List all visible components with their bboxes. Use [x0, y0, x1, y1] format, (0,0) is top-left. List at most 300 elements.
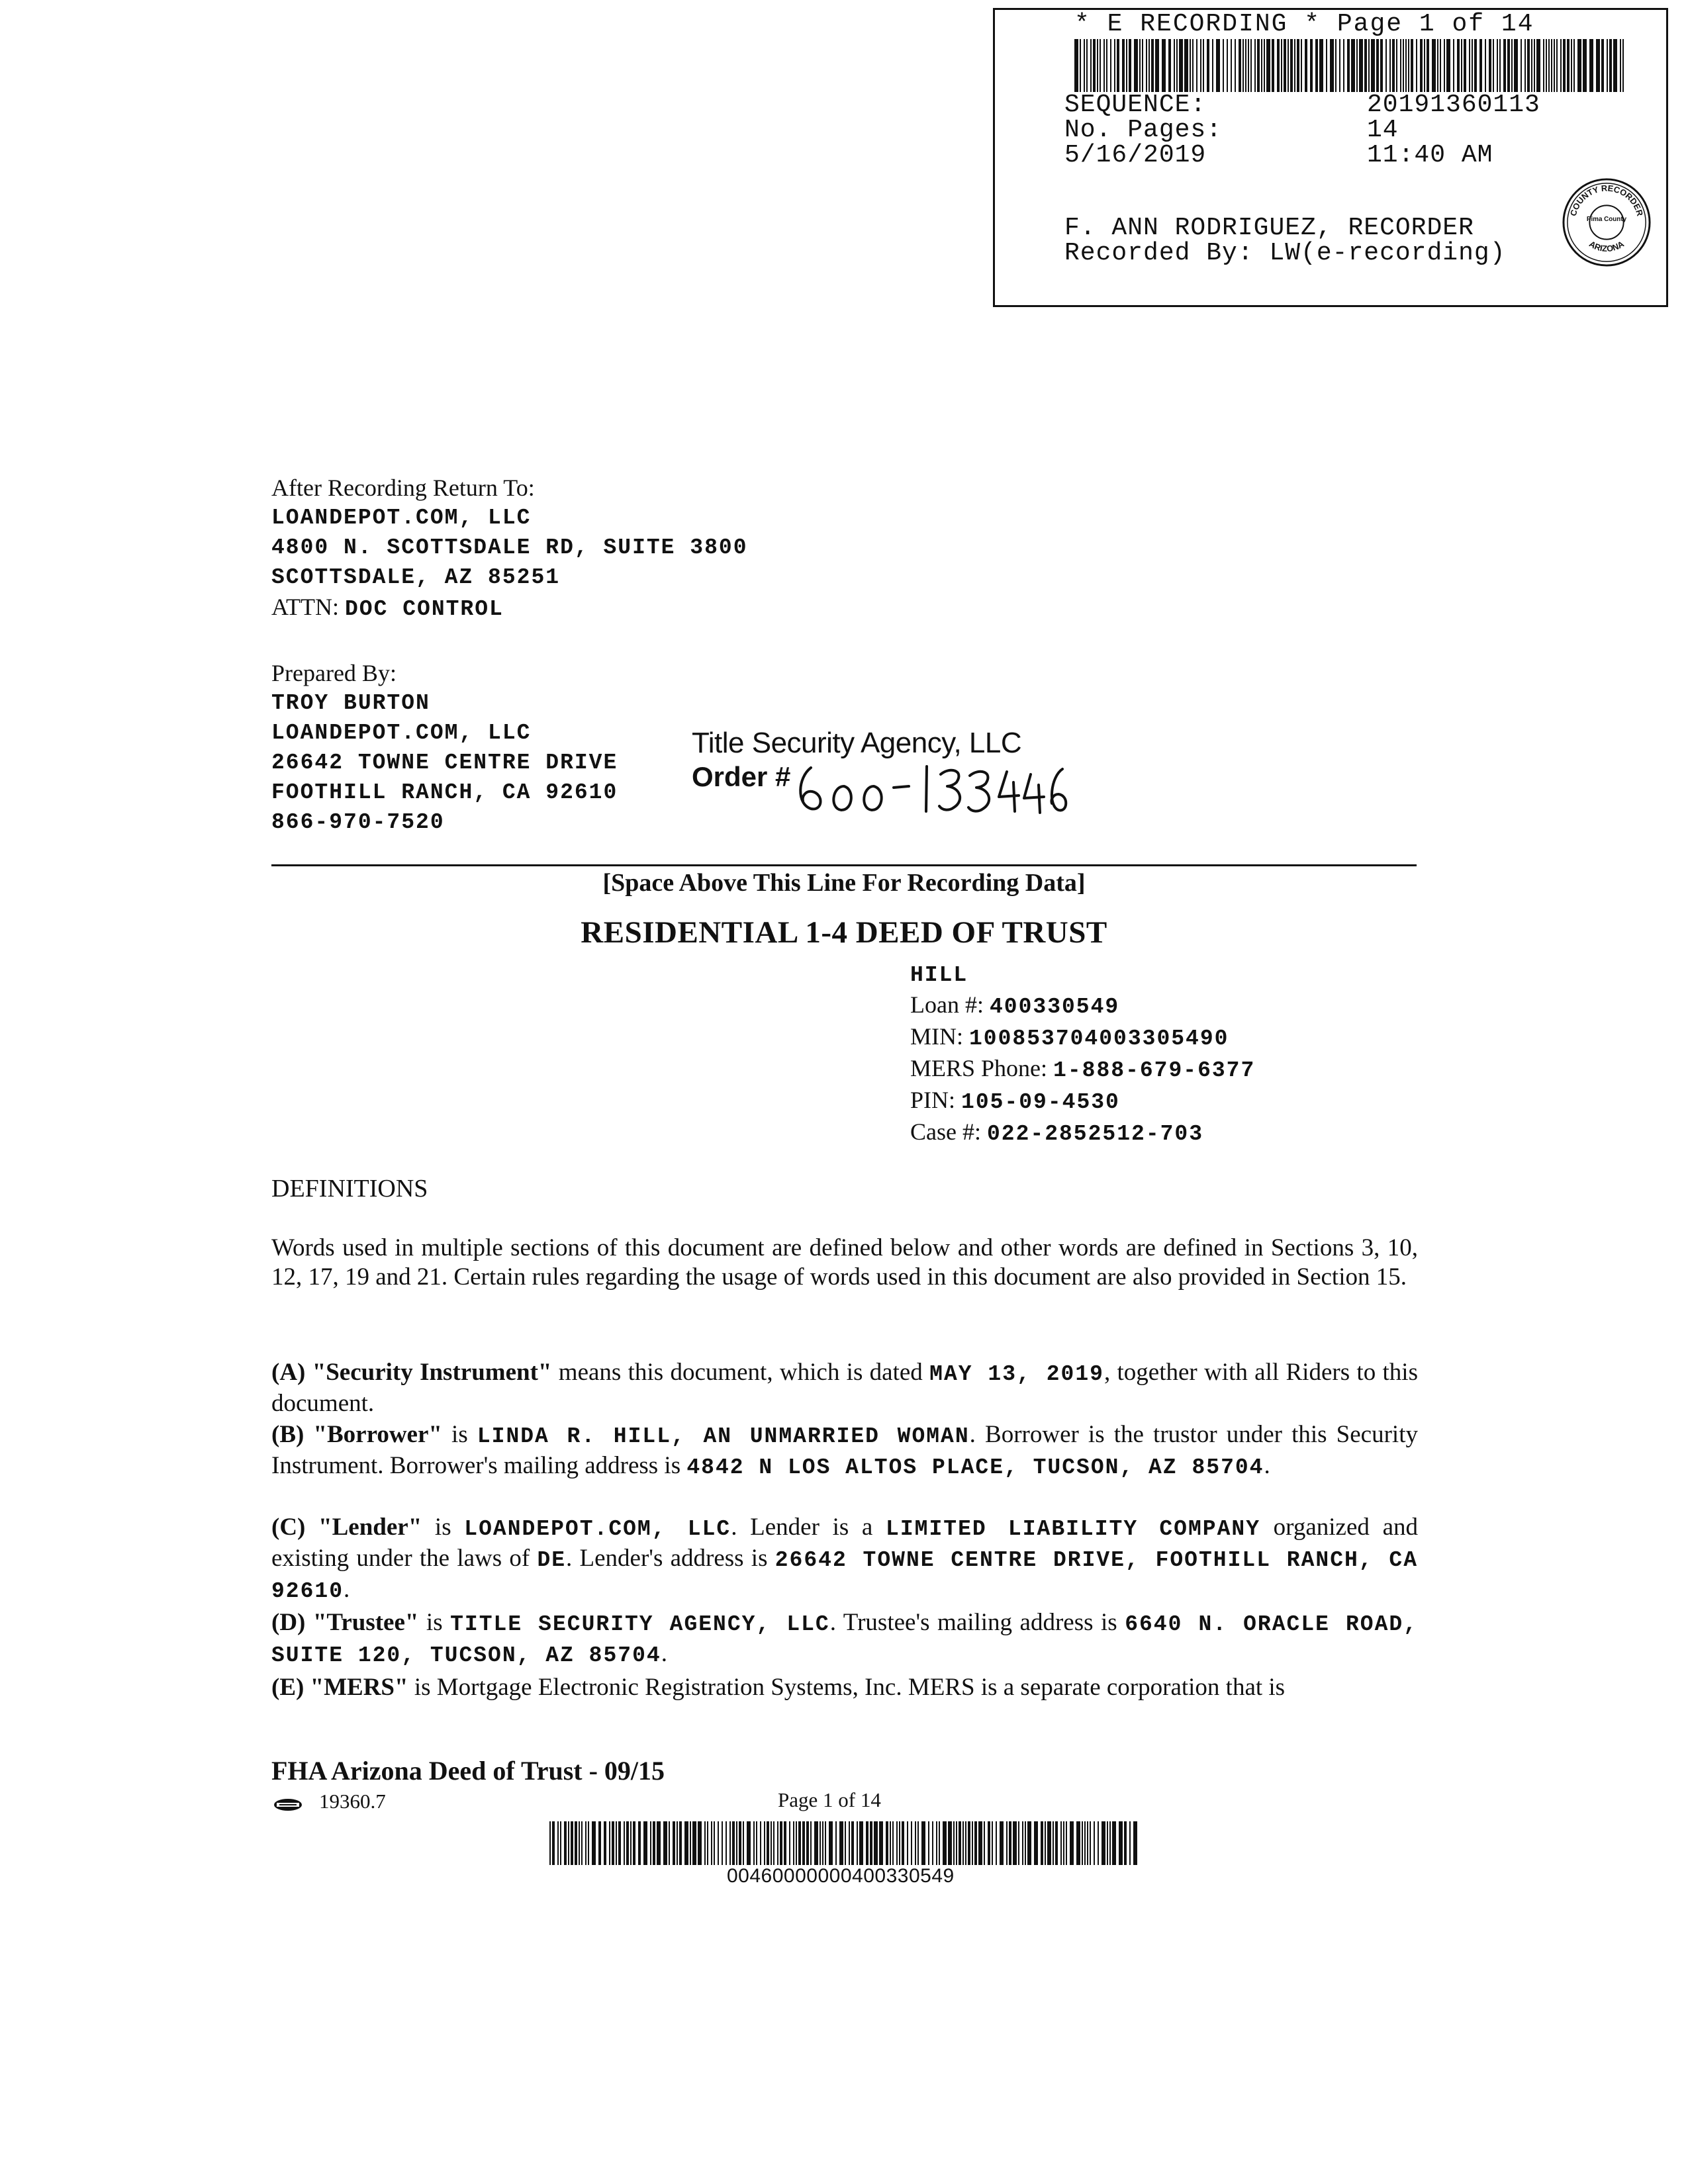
barcode-bar [822, 1821, 823, 1865]
return-to-block [271, 473, 748, 624]
barcode-bar [1290, 39, 1293, 92]
barcode-bar [1563, 39, 1566, 92]
barcode-bar [1027, 1821, 1031, 1865]
barcode-bar [1556, 39, 1558, 92]
definition-c-text1: is [422, 1514, 465, 1541]
barcode-bar [777, 1821, 778, 1865]
min-row [910, 1022, 1255, 1054]
definition-c-text5: . [344, 1576, 350, 1603]
barcode-bar [612, 1821, 614, 1865]
form-vendor-logo-icon [273, 1797, 303, 1813]
barcode-bar [1000, 1821, 1004, 1865]
barcode-bar [1022, 1821, 1023, 1865]
barcode-bar [1551, 39, 1552, 92]
barcode-bar [718, 1821, 719, 1865]
barcode-bar [585, 1821, 586, 1865]
case-value: 022-2852512-703 [986, 1122, 1204, 1146]
barcode-bar [732, 1821, 735, 1865]
barcode-bar [1571, 39, 1572, 92]
barcode-bar [679, 1821, 682, 1865]
barcode-bar [1248, 39, 1249, 92]
barcode-bar [936, 1821, 937, 1865]
barcode-bar [1416, 39, 1417, 92]
barcode-bar [1087, 1821, 1088, 1865]
prepared-by-company: LOANDEPOT.COM, LLC [271, 721, 532, 745]
security-instrument-date: MAY 13, 2019 [929, 1362, 1104, 1387]
space-above-note: [Space Above This Line For Recording Data] [602, 869, 1086, 897]
barcode-bar [633, 1821, 635, 1865]
barcode-bar [866, 1821, 868, 1865]
barcode-bar [1066, 1821, 1067, 1865]
barcode-bar [684, 1821, 688, 1865]
barcode-bar [1400, 39, 1401, 92]
barcode-bar [1330, 39, 1334, 92]
barcode-bar [767, 1821, 769, 1865]
barcode-bar [1543, 39, 1544, 92]
barcode-bar [1385, 39, 1387, 92]
loan-number-value: 400330549 [989, 995, 1120, 1019]
barcode-bar [1503, 39, 1506, 92]
barcode-bar [592, 1821, 596, 1865]
borrower-address: 4842 N LOS ALTOS PLACE, TUCSON, AZ 85704 [686, 1455, 1264, 1480]
barcode-bar [948, 1821, 952, 1865]
definition-b-text3: . [1264, 1452, 1270, 1479]
barcode-bar [571, 1821, 573, 1865]
barcode-bar [1112, 1821, 1116, 1865]
lender-state: DE [537, 1548, 567, 1572]
sequence-label: SEQUENCE: [1064, 91, 1207, 119]
barcode-bar [780, 1821, 782, 1865]
prepared-by-phone: 866-970-7520 [271, 810, 445, 835]
recording-time: 11:40 AM [1367, 141, 1493, 169]
barcode-bar [1427, 39, 1429, 92]
barcode-bar [1227, 39, 1228, 92]
barcode-bar [1254, 39, 1256, 92]
barcode-bar [1084, 1821, 1086, 1865]
barcode-bar [965, 1821, 966, 1865]
barcode-bar [1489, 39, 1491, 92]
barcode-bar [714, 1821, 715, 1865]
barcode-bar [1097, 39, 1098, 92]
barcode-bar [1335, 39, 1336, 92]
barcode-bar [899, 1821, 900, 1865]
barcode-bar [896, 1821, 898, 1865]
pin-value: 105-09-4530 [961, 1090, 1120, 1115]
barcode-bar [1403, 39, 1404, 92]
return-to-attn [271, 592, 748, 624]
barcode-bar [1053, 1821, 1054, 1865]
barcode-bar [1347, 39, 1350, 92]
barcode-bar [1294, 39, 1295, 92]
title-agency-stamp: Title Security Agency, LLC [692, 727, 1022, 759]
barcode-bar [1100, 39, 1101, 92]
barcode-bar [1093, 39, 1096, 92]
definition-c [271, 1513, 1418, 1606]
barcode-bar [743, 1821, 744, 1865]
barcode-bar [626, 1821, 629, 1865]
loan-info-block [910, 961, 1255, 1149]
barcode-bar [1524, 39, 1526, 92]
barcode-bar [1305, 39, 1307, 92]
borrower-name: LINDA R. HILL, AN UNMARRIED WOMAN [477, 1424, 970, 1449]
barcode-bar [564, 1821, 567, 1865]
barcode-bar [598, 1821, 601, 1865]
barcode-bar [1107, 1821, 1108, 1865]
barcode-bar [711, 1821, 712, 1865]
barcode-bar [729, 1821, 731, 1865]
barcode-bar [609, 1821, 610, 1865]
barcode-bar [798, 1821, 801, 1865]
barcode-bar [874, 1821, 878, 1865]
barcode-bar [753, 1821, 755, 1865]
barcode-bar [1531, 39, 1532, 92]
barcode-bar [726, 1821, 727, 1865]
barcode-bar [907, 1821, 908, 1865]
barcode-bar [747, 1821, 751, 1865]
barcode-bar [1339, 39, 1340, 92]
barcode-bar [1536, 39, 1540, 92]
definitions-heading: DEFINITIONS [271, 1175, 428, 1203]
barcode-bar [736, 1821, 737, 1865]
pages-value: 14 [1367, 116, 1399, 144]
barcode-bar [870, 1821, 872, 1865]
barcode-bar [1420, 39, 1423, 92]
barcode-bar [1090, 1821, 1091, 1865]
barcode-bar [974, 1821, 977, 1865]
barcode-bar [1472, 39, 1473, 92]
barcode-bar [1090, 39, 1092, 92]
barcode-bar [1411, 39, 1413, 92]
lender-name: LOANDEPOT.COM, LLC [464, 1517, 731, 1541]
barcode-bar [1534, 39, 1535, 92]
barcode-bar [1497, 39, 1498, 92]
barcode-bar [1546, 39, 1547, 92]
barcode-bar [810, 1821, 812, 1865]
barcode-bar [1511, 39, 1513, 92]
barcode-bar [579, 1821, 580, 1865]
definition-a-label: (A) "Security Instrument" [271, 1359, 552, 1386]
barcode-bar [657, 1821, 661, 1865]
barcode-bar [956, 1821, 957, 1865]
barcode-bar [1162, 39, 1166, 92]
barcode-bar [1560, 39, 1562, 92]
barcode-bar [704, 1821, 706, 1865]
barcode-bar [549, 1821, 551, 1865]
barcode-bar [643, 1821, 647, 1865]
barcode-bar [588, 1821, 589, 1865]
barcode-bar [1102, 1821, 1105, 1865]
barcode-bar [1359, 39, 1363, 92]
barcode-bar [1444, 39, 1445, 92]
barcode-bar [1122, 39, 1125, 92]
definition-e [271, 1673, 1418, 1702]
barcode-bar [1432, 39, 1436, 92]
barcode-bar [1264, 39, 1265, 92]
barcode-bar [984, 1821, 985, 1865]
barcode-bar [1493, 39, 1494, 92]
barcode-bar [1261, 39, 1262, 92]
barcode-bar [653, 1821, 655, 1865]
barcode-bar [773, 1821, 774, 1865]
mers-phone-value: 1-888-679-6377 [1053, 1058, 1256, 1083]
barcode-bar [1212, 39, 1213, 92]
barcode-bar [1343, 39, 1344, 92]
barcode-bar [943, 1821, 947, 1865]
definition-c-text2: . Lender is a [731, 1514, 886, 1541]
barcode-bar [1277, 39, 1280, 92]
barcode-bar [1063, 1821, 1064, 1865]
barcode-bar [1126, 39, 1127, 92]
barcode-bar [1168, 39, 1171, 92]
barcode-bar [1440, 39, 1441, 92]
barcode-bar [557, 1821, 559, 1865]
barcode-bar [669, 1821, 670, 1865]
loan-number-row [910, 990, 1255, 1022]
barcode-bar [1009, 1821, 1011, 1865]
barcode-bar [552, 1821, 555, 1865]
barcode-bar [859, 1821, 863, 1865]
barcode-bar [1250, 39, 1252, 92]
barcode-bar [1479, 39, 1482, 92]
prepared-by-block [271, 659, 618, 837]
barcode-bar [1371, 39, 1375, 92]
return-to-name: LOANDEPOT.COM, LLC [271, 506, 532, 530]
barcode-bar [1457, 39, 1460, 92]
barcode-bar [1266, 39, 1270, 92]
barcode-bar [1070, 1821, 1074, 1865]
barcode-bar [1319, 39, 1323, 92]
barcode-bar [1082, 1821, 1083, 1865]
seal-text-inner: Pima County [1586, 216, 1627, 224]
definition-c-text4: . Lender's address is [566, 1545, 775, 1572]
barcode-bar [1216, 39, 1220, 92]
barcode-bar [849, 1821, 850, 1865]
barcode-bar [1301, 39, 1302, 92]
barcode-bar [673, 1821, 675, 1865]
barcode-bar [1041, 1821, 1043, 1865]
mers-phone-label: MERS Phone: [910, 1055, 1048, 1081]
barcode-bar [1380, 39, 1383, 92]
pages-label: No. Pages: [1064, 116, 1223, 144]
barcode-bar [902, 1821, 904, 1865]
barcode-bar [839, 1821, 843, 1865]
recorder-name: F. ANN RODRIGUEZ, RECORDER [1064, 214, 1474, 242]
barcode-bar [886, 1821, 888, 1865]
definition-d-label: (D) "Trustee" [271, 1609, 419, 1636]
barcode-bar [921, 1821, 925, 1865]
barcode-bar [992, 1821, 993, 1865]
barcode-bar [1076, 1821, 1080, 1865]
barcode-bar [1231, 39, 1232, 92]
barcode-bar [1196, 39, 1197, 92]
attn-value: DOC CONTROL [345, 597, 504, 621]
barcode-bar [771, 1821, 772, 1865]
footer-barcode-number: 00460000000400330549 [727, 1865, 955, 1887]
barcode-bar [1453, 39, 1454, 92]
barcode-bar [835, 1821, 837, 1865]
barcode-bar [917, 1821, 919, 1865]
barcode-bar [911, 1821, 912, 1865]
barcode-bar [1176, 39, 1178, 92]
prepared-by-address1: 26642 TOWNE CENTRE DRIVE [271, 751, 618, 775]
barcode-bar [1609, 39, 1612, 92]
definition-b-text2: . Borrower is the trustor under this Security Instrument. Borrower's mailing address is [271, 1421, 1418, 1479]
barcode-bar [1086, 39, 1088, 92]
barcode-bar [1098, 1821, 1099, 1865]
definition-b [271, 1420, 1418, 1482]
return-to-address1: 4800 N. SCOTTSDALE RD, SUITE 3800 [271, 535, 748, 560]
barcode-bar [1006, 1821, 1008, 1865]
recording-data-divider [271, 864, 1417, 866]
definition-d-text1: is [418, 1609, 451, 1636]
definition-a-text1: means this document, which is dated [551, 1359, 930, 1386]
barcode-bar [1601, 39, 1604, 92]
barcode-bar [845, 1821, 846, 1865]
page-number: Page 1 of 14 [778, 1788, 881, 1811]
barcode-bar [1620, 39, 1621, 92]
definition-b-text1: is [442, 1421, 477, 1448]
barcode-bar [1507, 39, 1510, 92]
barcode-bar [1461, 39, 1462, 92]
barcode-bar [1474, 39, 1477, 92]
barcode-bar [1094, 1821, 1095, 1865]
footer-barcode [547, 1821, 1143, 1865]
barcode-bar [630, 1821, 632, 1865]
barcode-bar [575, 1821, 577, 1865]
barcode-bar [1257, 39, 1260, 92]
barcode-bar [1134, 39, 1138, 92]
barcode-bar [1464, 39, 1466, 92]
barcode-bar [879, 1821, 883, 1865]
barcode-bar [1446, 39, 1450, 92]
seal-text-bottom: ARIZONA [1587, 238, 1626, 254]
barcode-bar [1389, 39, 1391, 92]
barcode-bar [1567, 39, 1570, 92]
svg-text:ARIZONA [1587, 239, 1626, 253]
sequence-value: 20191360113 [1367, 91, 1540, 119]
barcode-bar [616, 1821, 617, 1865]
trustee-address: 6640 N. ORACLE ROAD, SUITE 120, TUCSON, AZ 85704 [271, 1612, 1418, 1668]
barcode-bar [1243, 39, 1244, 92]
definition-c-text3: organized and existing under the laws of [271, 1514, 1418, 1572]
stamp-header: * E RECORDING * Page 1 of 14 [1074, 10, 1534, 38]
barcode-bar [1514, 39, 1518, 92]
lender-entity-type: LIMITED LIABILITY COMPANY [886, 1517, 1260, 1541]
barcode-bar [650, 1821, 651, 1865]
barcode-bar [953, 1821, 955, 1865]
barcode-bar [1184, 39, 1188, 92]
definition-d-text2: . Trustee's mailing address is [829, 1609, 1125, 1636]
barcode-bar [756, 1821, 757, 1865]
barcode-bar [1235, 39, 1236, 92]
barcode-bar [1577, 39, 1581, 92]
form-title: FHA Arizona Deed of Trust - 09/15 [271, 1756, 665, 1786]
barcode-bar [1405, 39, 1407, 92]
seal-text-top: COUNTY RECORDER [1568, 183, 1646, 218]
barcode-bar [1080, 39, 1081, 92]
county-seal-icon [1561, 177, 1652, 268]
barcode-bar [1047, 1821, 1051, 1865]
prepared-by-name: TROY BURTON [271, 691, 430, 715]
barcode-bar [1110, 39, 1111, 92]
min-value: 100853704003305490 [969, 1026, 1229, 1051]
pin-label: PIN: [910, 1087, 956, 1113]
barcode-bar [796, 1821, 797, 1865]
mers-phone-row [910, 1054, 1255, 1085]
definition-e-text1: is Mortgage Electronic Registration Systems, Inc. MERS is a separate corporation that is [408, 1674, 1286, 1701]
barcode-bar [764, 1821, 765, 1865]
barcode-bar [1364, 39, 1367, 92]
barcode-bar [1207, 39, 1209, 92]
barcode-bar [707, 1821, 708, 1865]
barcode-bar [988, 1821, 990, 1865]
stamp-barcode [1072, 39, 1628, 92]
barcode-bar [1368, 39, 1370, 92]
barcode-bar [968, 1821, 970, 1865]
barcode-bar [1622, 39, 1624, 92]
barcode-bar [851, 1821, 854, 1865]
barcode-bar [1179, 39, 1183, 92]
barcode-bar [1408, 39, 1409, 92]
barcode-bar [857, 1821, 858, 1865]
barcode-bar [972, 1821, 973, 1865]
barcode-bar [1142, 39, 1143, 92]
barcode-bar [1272, 39, 1274, 92]
barcode-bar [604, 1821, 606, 1865]
barcode-bar [1117, 39, 1119, 92]
pin-row [910, 1085, 1255, 1117]
barcode-bar [959, 1821, 961, 1865]
barcode-bar [1045, 1821, 1046, 1865]
barcode-bar [1521, 39, 1522, 92]
barcode-bar [1174, 39, 1175, 92]
barcode-bar [1060, 1821, 1062, 1865]
definition-d-text3: . [661, 1640, 667, 1667]
barcode-bar [1025, 1821, 1026, 1865]
barcode-bar [1554, 39, 1555, 92]
prepared-by-heading: Prepared By: [271, 660, 397, 686]
barcode-bar [1499, 39, 1501, 92]
barcode-bar [692, 1821, 696, 1865]
barcode-bar [1485, 39, 1486, 92]
barcode-bar [698, 1821, 702, 1865]
barcode-bar [1119, 1821, 1123, 1865]
barcode-bar [1149, 39, 1150, 92]
barcode-bar [793, 1821, 794, 1865]
barcode-bar [915, 1821, 916, 1865]
barcode-bar [1018, 1821, 1019, 1865]
barcode-bar [802, 1821, 805, 1865]
barcode-bar [1392, 39, 1395, 92]
barcode-bar [789, 1821, 790, 1865]
handwritten-order-number [791, 748, 1069, 821]
recording-stamp [993, 8, 1668, 307]
barcode-bar [1356, 39, 1358, 92]
form-number: 19360.7 [319, 1790, 386, 1813]
barcode-bar [1124, 1821, 1127, 1865]
definitions-intro: Words used in multiple sections of this document are defined below and other words are defined in Sections 3, 10, 12, 17, 19 and 21. Certain rules regarding the usage of words used in this document are also provided in Section 15. [271, 1234, 1418, 1291]
barcode-bar [1310, 39, 1313, 92]
barcode-bar [784, 1821, 786, 1865]
barcode-bar [1203, 39, 1204, 92]
barcode-bar [1284, 39, 1286, 92]
barcode-bar [1129, 39, 1131, 92]
barcode-bar [1114, 39, 1115, 92]
barcode-bar [928, 1821, 929, 1865]
barcode-bar [890, 1821, 891, 1865]
barcode-bar [1103, 39, 1105, 92]
barcode-bar [722, 1821, 723, 1865]
